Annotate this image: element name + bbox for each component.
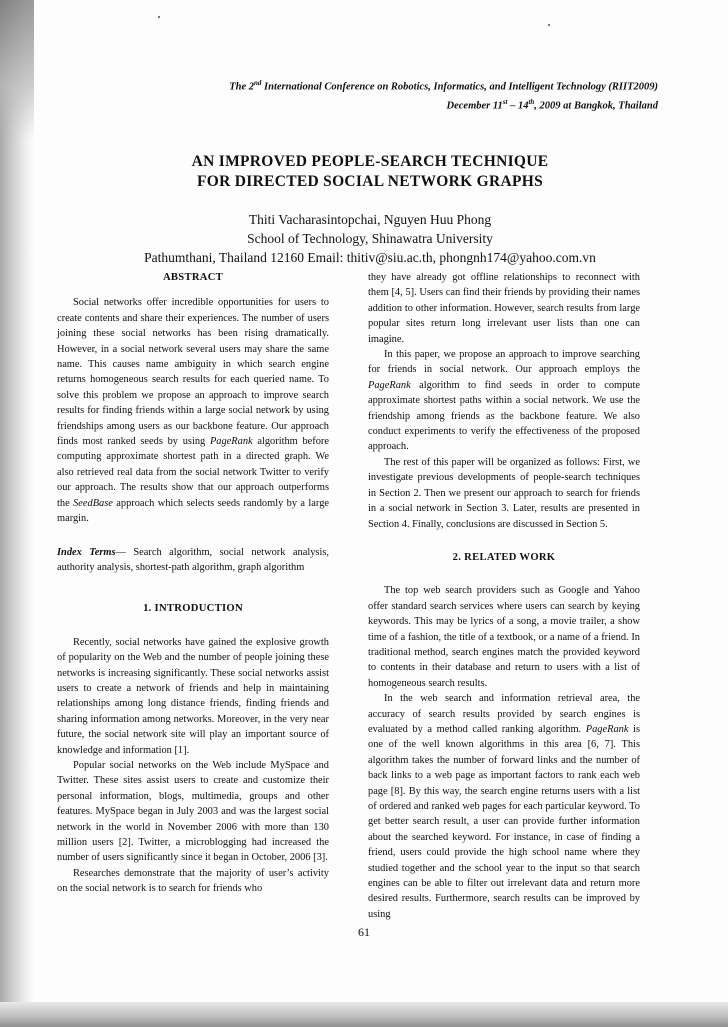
page-number: 61 [358,925,370,939]
title-line-1: AN IMPROVED PEOPLE-SEARCH TECHNIQUE [191,153,549,170]
introduction-paragraph-2: Popular social networks on the Web include MySpace and Twitter. These sites assist users to create and customize their personal information, blogs, multimedia, groups and other features. MySpace began in July 2003 and was the largest social network in the world in November 2006 with more than 130 million users [2]. Twitter, a microblogging had increased the number of users significantly since it began in October, 2006 [3]. [57,759,329,864]
introduction-paragraph-4: In this paper, we propose an approach to improve searching for friends in social network. Our approach employs the PageRank algorithm to find seeds in order to compute approximate shortest paths within a social network. We use the friendship among friends as the backbone feature. We also conduct experiments to verify the effectiveness of the proposed approach. [368,349,640,453]
scan-binding-shadow [0,0,34,1027]
author-affiliation: School of Technology, Shinawatra University [247,231,493,246]
paper-title [110,152,630,192]
author-names: Thiti Vacharasintopchai, Nguyen Huu Phong [248,212,492,227]
scan-speck [158,16,160,18]
introduction-heading: 1. INTRODUCTION [143,603,243,615]
scan-speck [548,24,550,26]
author-address: Pathumthani, Thailand 12160 Email: thitiv@siu.ac.th, phongnh174@yahoo.com.vn [144,250,596,265]
introduction-paragraph-1: Recently, social networks have gained the explosive growth of popularity on the Web and the number of people joining these networks is increasing significantly. These social networks assist users to create a network of friends and help in maintaining relationships among long distance friends, finding friends and sharing information among networks. Moreover, in the very near future, the social network site will play an important source of knowledge and information [1]. [57,636,329,756]
related-work-paragraph-1: The top web search providers such as Google and Yahoo offer standard search services where users can search by keying keywords. This may be lyrics of a song, a movie trailer, a show time of a fashion, the title of a textbook, or a name of a friend. In traditional method, search engines match the provided keyword to contents in their database and return to users with a list of homogeneous search results. [368,585,640,689]
left-column [57,270,329,897]
abstract-text: Social networks offer incredible opportunities for users to create contents and share their experiences. The number of users joining these social networks has been rising dramatically. However, in a social network several users may share the same name. This causes name ambiguity in which search engine returns homogeneous search results for each queried name. To solve this problem we propose an approach to improve search results for finding friends within a large social network by using friendships among users as our backbone feature. Our approach finds most ranked seeds by using PageRank algorithm before computing approximate shortest path in a directed graph. We also retrieved real data from the social network Twitter to verify our approach. The results show that our approach outperforms the SeedBase approach which selects seeds randomly by a large margin. [57,297,329,525]
scan-corner-shadow [0,0,34,140]
introduction-paragraph-3-continued: they have already got offline relationships to reconnect with them [4, 5]. Users can find their friends by providing their names addition to other information. However, search results from large popular sites return long irrelevant user lists than one can imagine. [368,272,640,345]
related-work-heading: 2. RELATED WORK [452,551,556,563]
conference-line-1: The 2nd International Conference on Robotics, Informatics, and Intelligent Technology (RIIT2009) [229,79,658,93]
right-column [368,270,640,922]
title-line-2: FOR DIRECTED SOCIAL NETWORK GRAPHS [196,173,544,190]
scan-bottom-shadow [0,1002,728,1027]
conference-header [138,76,658,113]
conference-line-2: December 11st – 14th, 2009 at Bangkok, Thailand [446,97,658,111]
introduction-paragraph-5: The rest of this paper will be organized as follows: First, we investigate previous developments of people-search techniques in Section 2. Then we present our approach to search for friends in a social network in Section 3. Later, results are presented in Section 4. Finally, conclusions are discussed in Section 5. [368,456,640,530]
abstract-heading: ABSTRACT [162,272,224,283]
related-work-paragraph-2: In the web search and information retrieval area, the accuracy of search results provided by search engines is evaluated by a method called ranking algorithm. PageRank is one of the well known algorithms in this area [6, 7]. This algorithm takes the number of forward links and the number of back links to a web page as important factors to rank each web page [8]. By this way, the search engine returns users with a list of ordered and ranked web pages for each particular keyword. To get better search result, a user can provide further information about the searched keyword. For instance, in case of finding a friend, users could provide the high school name where they studied together and the school year to the input so that search engines can be able to filter out irrelevant data and return more desired results. Furthermore, search results can be improved by using [368,693,641,920]
introduction-paragraph-3: Researches demonstrate that the majority of user’s activity on the social network is to search for friends who [57,867,329,895]
index-terms: Index Terms— Search algorithm, social network analysis, authority analysis, shortest-path algorithm, graph algorithm [57,546,329,573]
author-block [80,210,660,267]
